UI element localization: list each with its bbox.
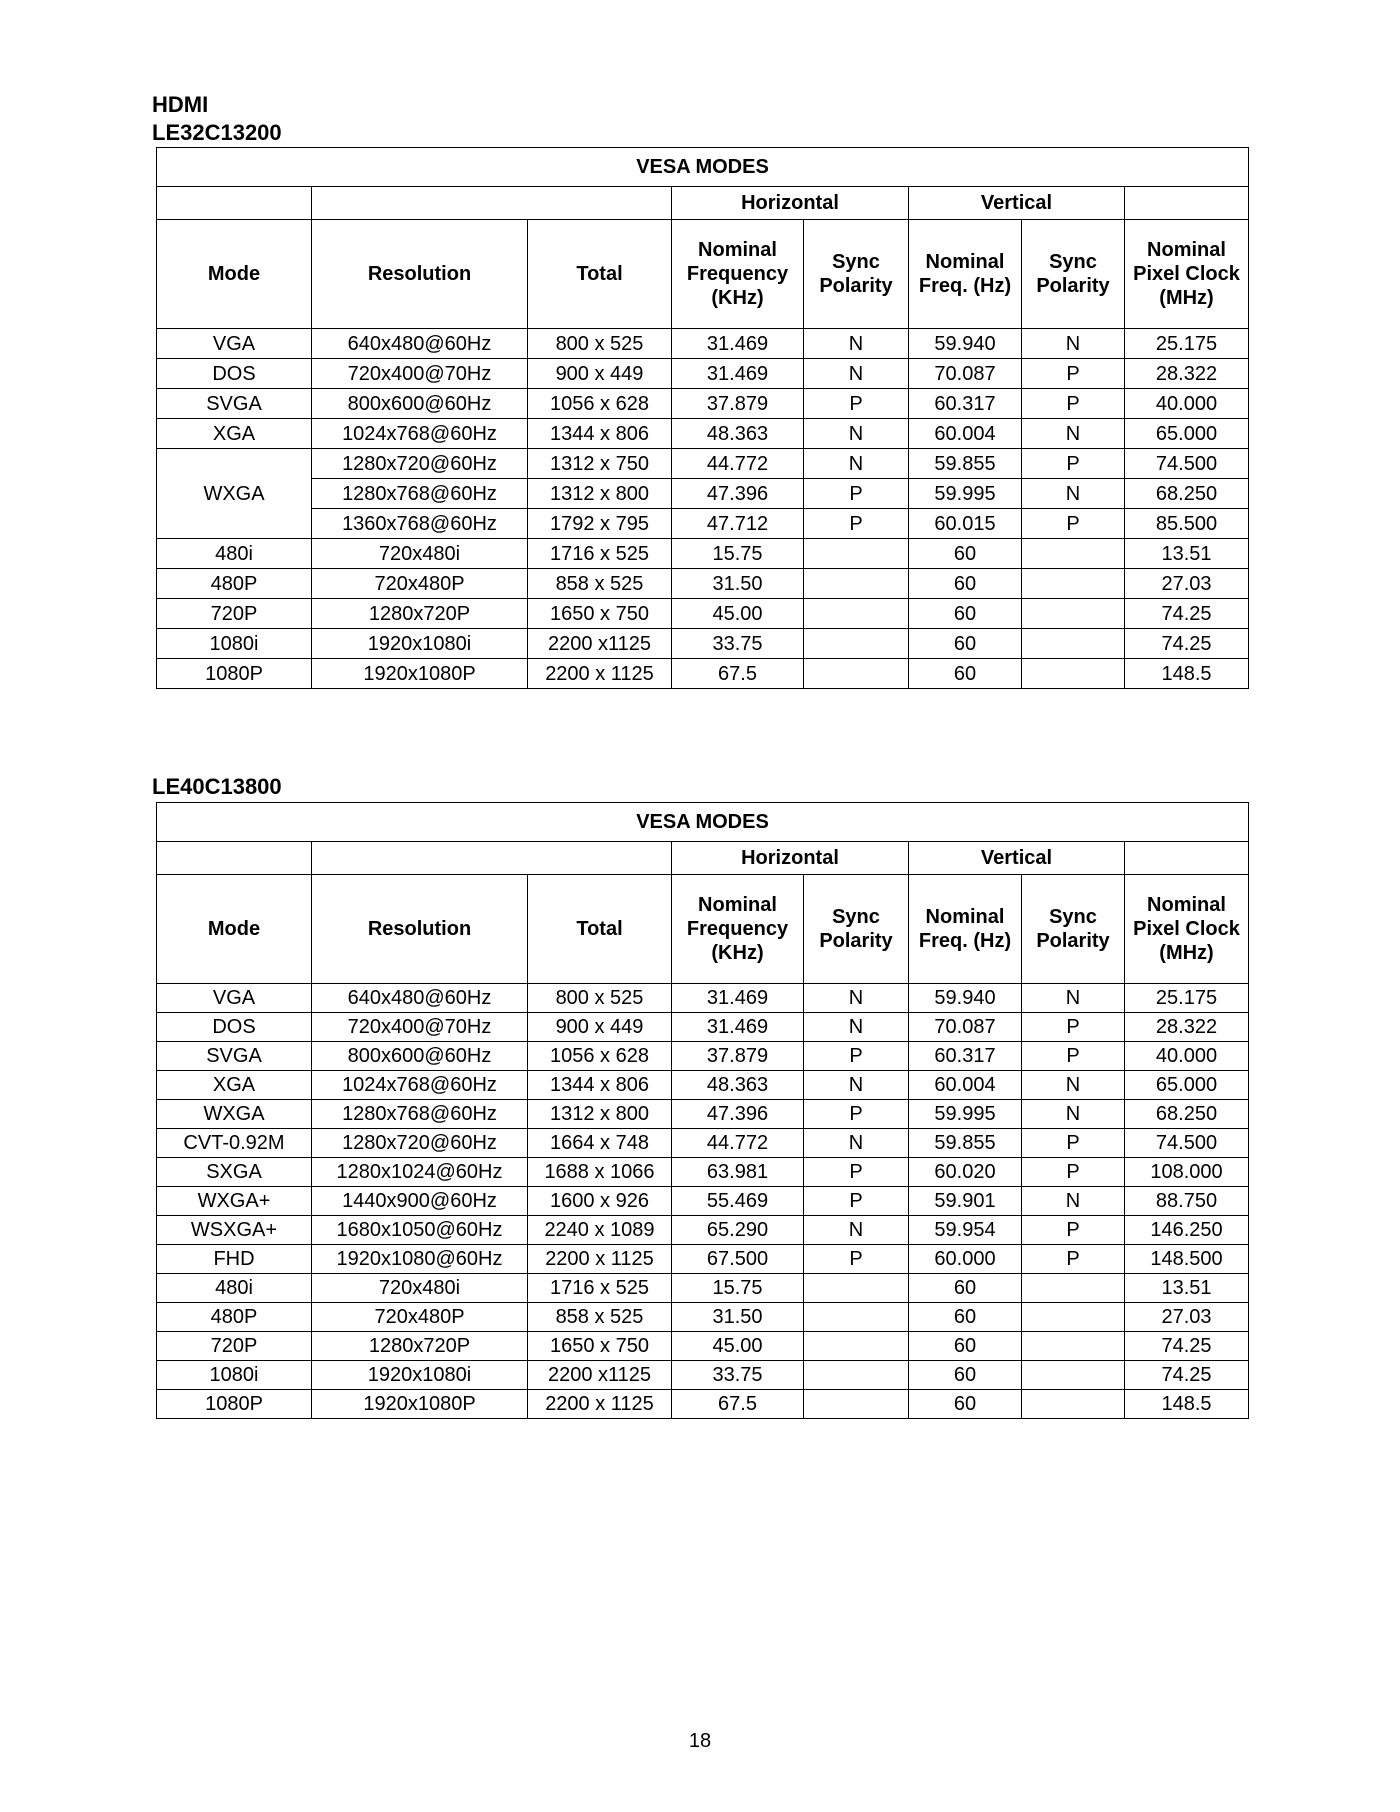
cell-pixel-clock: 40.000 <box>1125 389 1249 419</box>
cell-mode: FHD <box>157 1245 312 1274</box>
cell-v-frequency: 59.995 <box>909 479 1022 509</box>
cell-v-sync-polarity <box>1022 569 1125 599</box>
column-header-mode: Mode <box>157 875 312 984</box>
table-row <box>157 1013 1249 1042</box>
cell-v-sync-polarity: P <box>1022 1158 1125 1187</box>
cell-h-sync-polarity: N <box>804 359 909 389</box>
cell-total: 1716 x 525 <box>528 539 672 569</box>
table-row <box>157 419 1249 449</box>
cell-mode: DOS <box>157 359 312 389</box>
cell-h-sync-polarity: P <box>804 1042 909 1071</box>
cell-mode: WXGA <box>157 1100 312 1129</box>
cell-resolution: 1280x720@60Hz <box>312 449 528 479</box>
cell-v-frequency: 60.020 <box>909 1158 1022 1187</box>
cell-v-frequency: 60 <box>909 629 1022 659</box>
cell-pixel-clock: 25.175 <box>1125 984 1249 1013</box>
table-body <box>157 329 1249 689</box>
cell-v-frequency: 60 <box>909 599 1022 629</box>
group-header-vertical: Vertical <box>909 187 1125 220</box>
cell-pixel-clock: 25.175 <box>1125 329 1249 359</box>
cell-pixel-clock: 74.25 <box>1125 1361 1249 1390</box>
cell-h-sync-polarity <box>804 569 909 599</box>
cell-mode: VGA <box>157 984 312 1013</box>
cell-v-frequency: 60.000 <box>909 1245 1022 1274</box>
cell-mode: SVGA <box>157 389 312 419</box>
cell-h-frequency: 44.772 <box>672 449 804 479</box>
cell-h-frequency: 37.879 <box>672 389 804 419</box>
cell-total: 1650 x 750 <box>528 599 672 629</box>
table-row <box>157 539 1249 569</box>
cell-v-frequency: 59.940 <box>909 329 1022 359</box>
cell-h-frequency: 31.50 <box>672 1303 804 1332</box>
table-row <box>157 984 1249 1013</box>
cell-pixel-clock: 85.500 <box>1125 509 1249 539</box>
cell-v-frequency: 60 <box>909 1390 1022 1419</box>
model-heading-1: LE32C13200 <box>152 120 282 145</box>
cell-h-sync-polarity <box>804 1332 909 1361</box>
cell-mode: 720P <box>157 599 312 629</box>
cell-h-sync-polarity <box>804 1361 909 1390</box>
cell-pixel-clock: 74.25 <box>1125 629 1249 659</box>
cell-h-sync-polarity: P <box>804 1100 909 1129</box>
cell-total: 800 x 525 <box>528 984 672 1013</box>
cell-v-sync-polarity: N <box>1022 479 1125 509</box>
cell-pixel-clock: 108.000 <box>1125 1158 1249 1187</box>
cell-pixel-clock: 65.000 <box>1125 419 1249 449</box>
cell-v-frequency: 70.087 <box>909 359 1022 389</box>
table-row <box>157 479 1249 509</box>
cell-total: 1344 x 806 <box>528 1071 672 1100</box>
cell-h-sync-polarity: N <box>804 1071 909 1100</box>
table-row <box>157 449 1249 479</box>
cell-resolution: 1920x1080i <box>312 1361 528 1390</box>
group-header-empty <box>157 842 312 875</box>
cell-h-frequency: 33.75 <box>672 629 804 659</box>
column-header-pixel-clock: Nominal Pixel Clock (MHz) <box>1125 220 1249 329</box>
cell-pixel-clock: 68.250 <box>1125 479 1249 509</box>
cell-v-frequency: 60 <box>909 1303 1022 1332</box>
cell-total: 900 x 449 <box>528 359 672 389</box>
cell-mode: WSXGA+ <box>157 1216 312 1245</box>
cell-mode: XGA <box>157 419 312 449</box>
cell-pixel-clock: 28.322 <box>1125 1013 1249 1042</box>
table-row <box>157 329 1249 359</box>
cell-h-frequency: 48.363 <box>672 1071 804 1100</box>
cell-mode: 1080P <box>157 1390 312 1419</box>
table-row <box>157 389 1249 419</box>
cell-v-frequency: 59.901 <box>909 1187 1022 1216</box>
cell-total: 858 x 525 <box>528 1303 672 1332</box>
cell-h-sync-polarity: N <box>804 1013 909 1042</box>
cell-resolution: 720x480i <box>312 1274 528 1303</box>
cell-total: 1056 x 628 <box>528 389 672 419</box>
cell-pixel-clock: 28.322 <box>1125 359 1249 389</box>
cell-total: 1792 x 795 <box>528 509 672 539</box>
cell-v-frequency: 60 <box>909 1361 1022 1390</box>
cell-mode: 480i <box>157 1274 312 1303</box>
cell-resolution: 720x400@70Hz <box>312 359 528 389</box>
cell-resolution: 800x600@60Hz <box>312 1042 528 1071</box>
cell-h-frequency: 67.5 <box>672 1390 804 1419</box>
cell-h-frequency: 15.75 <box>672 539 804 569</box>
cell-resolution: 1280x1024@60Hz <box>312 1158 528 1187</box>
column-header-v-sync-polarity: Sync Polarity <box>1022 875 1125 984</box>
cell-h-frequency: 47.712 <box>672 509 804 539</box>
table-row <box>157 1042 1249 1071</box>
cell-h-sync-polarity: N <box>804 449 909 479</box>
table-title: VESA MODES <box>157 803 1249 842</box>
cell-resolution: 720x480i <box>312 539 528 569</box>
cell-v-sync-polarity <box>1022 1390 1125 1419</box>
cell-h-frequency: 31.469 <box>672 359 804 389</box>
cell-resolution: 640x480@60Hz <box>312 984 528 1013</box>
cell-v-sync-polarity <box>1022 1303 1125 1332</box>
cell-mode: WXGA <box>157 449 312 539</box>
cell-total: 2240 x 1089 <box>528 1216 672 1245</box>
cell-v-sync-polarity: P <box>1022 1129 1125 1158</box>
cell-h-sync-polarity <box>804 629 909 659</box>
cell-pixel-clock: 148.5 <box>1125 659 1249 689</box>
cell-resolution: 720x400@70Hz <box>312 1013 528 1042</box>
column-header-h-sync-polarity: Sync Polarity <box>804 875 909 984</box>
column-header-v-sync-polarity: Sync Polarity <box>1022 220 1125 329</box>
column-header-resolution: Resolution <box>312 220 528 329</box>
cell-v-sync-polarity: P <box>1022 389 1125 419</box>
column-header-total: Total <box>528 875 672 984</box>
group-header-horizontal: Horizontal <box>672 842 909 875</box>
column-header-total: Total <box>528 220 672 329</box>
cell-total: 900 x 449 <box>528 1013 672 1042</box>
cell-v-sync-polarity <box>1022 1361 1125 1390</box>
table-row <box>157 599 1249 629</box>
cell-mode: 480P <box>157 569 312 599</box>
cell-h-frequency: 37.879 <box>672 1042 804 1071</box>
table-row <box>157 1245 1249 1274</box>
cell-v-frequency: 60.317 <box>909 389 1022 419</box>
cell-h-sync-polarity <box>804 1390 909 1419</box>
cell-v-sync-polarity: N <box>1022 1100 1125 1129</box>
cell-v-sync-polarity: P <box>1022 449 1125 479</box>
cell-resolution: 640x480@60Hz <box>312 329 528 359</box>
table-row <box>157 1100 1249 1129</box>
cell-h-frequency: 63.981 <box>672 1158 804 1187</box>
cell-v-frequency: 60.004 <box>909 419 1022 449</box>
cell-v-sync-polarity: N <box>1022 419 1125 449</box>
group-header-vertical: Vertical <box>909 842 1125 875</box>
cell-pixel-clock: 146.250 <box>1125 1216 1249 1245</box>
cell-h-sync-polarity <box>804 1303 909 1332</box>
cell-v-frequency: 60 <box>909 659 1022 689</box>
cell-h-frequency: 55.469 <box>672 1187 804 1216</box>
cell-h-frequency: 47.396 <box>672 1100 804 1129</box>
cell-h-frequency: 31.469 <box>672 984 804 1013</box>
cell-h-sync-polarity: P <box>804 1245 909 1274</box>
cell-h-sync-polarity: N <box>804 419 909 449</box>
cell-h-frequency: 48.363 <box>672 419 804 449</box>
column-header-v-frequency: Nominal Freq. (Hz) <box>909 220 1022 329</box>
cell-mode: VGA <box>157 329 312 359</box>
cell-h-sync-polarity <box>804 539 909 569</box>
vesa-modes-table-1 <box>156 147 1249 689</box>
cell-h-sync-polarity: N <box>804 1129 909 1158</box>
cell-total: 1664 x 748 <box>528 1129 672 1158</box>
cell-v-sync-polarity: P <box>1022 1216 1125 1245</box>
table-row <box>157 1129 1249 1158</box>
cell-resolution: 1920x1080P <box>312 659 528 689</box>
model-heading-2: LE40C13800 <box>152 774 282 799</box>
cell-pixel-clock: 88.750 <box>1125 1187 1249 1216</box>
cell-v-sync-polarity <box>1022 659 1125 689</box>
cell-resolution: 720x480P <box>312 1303 528 1332</box>
table-row <box>157 1158 1249 1187</box>
cell-pixel-clock: 148.5 <box>1125 1390 1249 1419</box>
cell-total: 858 x 525 <box>528 569 672 599</box>
cell-v-frequency: 59.995 <box>909 1100 1022 1129</box>
table-row <box>157 1216 1249 1245</box>
cell-pixel-clock: 27.03 <box>1125 1303 1249 1332</box>
cell-total: 1716 x 525 <box>528 1274 672 1303</box>
table-row <box>157 359 1249 389</box>
cell-mode: 1080i <box>157 1361 312 1390</box>
cell-total: 1312 x 800 <box>528 1100 672 1129</box>
table-row <box>157 1332 1249 1361</box>
cell-mode: SXGA <box>157 1158 312 1187</box>
group-header-empty <box>312 187 672 220</box>
cell-total: 2200 x 1125 <box>528 1245 672 1274</box>
cell-mode: XGA <box>157 1071 312 1100</box>
cell-v-sync-polarity <box>1022 599 1125 629</box>
cell-mode: CVT-0.92M <box>157 1129 312 1158</box>
cell-total: 1312 x 800 <box>528 479 672 509</box>
cell-pixel-clock: 65.000 <box>1125 1071 1249 1100</box>
cell-h-frequency: 31.469 <box>672 1013 804 1042</box>
cell-resolution: 1920x1080@60Hz <box>312 1245 528 1274</box>
cell-h-frequency: 31.50 <box>672 569 804 599</box>
cell-h-frequency: 47.396 <box>672 479 804 509</box>
cell-h-frequency: 65.290 <box>672 1216 804 1245</box>
cell-h-frequency: 44.772 <box>672 1129 804 1158</box>
group-header-empty <box>312 842 672 875</box>
cell-resolution: 1440x900@60Hz <box>312 1187 528 1216</box>
group-header-horizontal: Horizontal <box>672 187 909 220</box>
cell-h-frequency: 45.00 <box>672 1332 804 1361</box>
cell-h-sync-polarity: P <box>804 509 909 539</box>
table-row <box>157 1071 1249 1100</box>
cell-pixel-clock: 27.03 <box>1125 569 1249 599</box>
column-header-v-frequency: Nominal Freq. (Hz) <box>909 875 1022 984</box>
cell-resolution: 1920x1080P <box>312 1390 528 1419</box>
cell-resolution: 1920x1080i <box>312 629 528 659</box>
cell-h-sync-polarity: P <box>804 389 909 419</box>
cell-h-frequency: 67.5 <box>672 659 804 689</box>
cell-v-frequency: 59.940 <box>909 984 1022 1013</box>
table-row <box>157 1390 1249 1419</box>
table-row <box>157 629 1249 659</box>
cell-h-sync-polarity <box>804 1274 909 1303</box>
table-title: VESA MODES <box>157 148 1249 187</box>
cell-total: 1650 x 750 <box>528 1332 672 1361</box>
vesa-modes-table-2 <box>156 802 1249 1419</box>
cell-total: 2200 x1125 <box>528 1361 672 1390</box>
cell-total: 1600 x 926 <box>528 1187 672 1216</box>
cell-v-frequency: 59.855 <box>909 1129 1022 1158</box>
cell-pixel-clock: 74.500 <box>1125 449 1249 479</box>
cell-v-sync-polarity <box>1022 539 1125 569</box>
cell-mode: 480i <box>157 539 312 569</box>
cell-mode: 720P <box>157 1332 312 1361</box>
group-header-empty <box>1125 842 1249 875</box>
cell-v-sync-polarity: P <box>1022 359 1125 389</box>
cell-resolution: 800x600@60Hz <box>312 389 528 419</box>
cell-mode: 1080P <box>157 659 312 689</box>
cell-v-frequency: 60 <box>909 1332 1022 1361</box>
cell-resolution: 1280x720P <box>312 599 528 629</box>
cell-resolution: 1024x768@60Hz <box>312 1071 528 1100</box>
cell-v-sync-polarity: P <box>1022 1042 1125 1071</box>
table-row <box>157 509 1249 539</box>
cell-h-frequency: 67.500 <box>672 1245 804 1274</box>
cell-v-frequency: 60.004 <box>909 1071 1022 1100</box>
table-row <box>157 1303 1249 1332</box>
cell-v-frequency: 60.015 <box>909 509 1022 539</box>
cell-pixel-clock: 13.51 <box>1125 1274 1249 1303</box>
cell-v-sync-polarity <box>1022 1274 1125 1303</box>
cell-h-sync-polarity: N <box>804 1216 909 1245</box>
cell-h-frequency: 31.469 <box>672 329 804 359</box>
page-number: 18 <box>688 1730 712 1752</box>
cell-h-frequency: 15.75 <box>672 1274 804 1303</box>
cell-resolution: 1680x1050@60Hz <box>312 1216 528 1245</box>
table-row <box>157 659 1249 689</box>
cell-total: 2200 x 1125 <box>528 659 672 689</box>
cell-total: 1688 x 1066 <box>528 1158 672 1187</box>
cell-mode: DOS <box>157 1013 312 1042</box>
cell-total: 1344 x 806 <box>528 419 672 449</box>
cell-v-frequency: 60 <box>909 1274 1022 1303</box>
cell-pixel-clock: 13.51 <box>1125 539 1249 569</box>
column-header-pixel-clock: Nominal Pixel Clock (MHz) <box>1125 875 1249 984</box>
group-header-empty <box>1125 187 1249 220</box>
column-header-mode: Mode <box>157 220 312 329</box>
cell-h-sync-polarity: N <box>804 984 909 1013</box>
cell-pixel-clock: 68.250 <box>1125 1100 1249 1129</box>
cell-resolution: 1280x720P <box>312 1332 528 1361</box>
cell-v-frequency: 59.954 <box>909 1216 1022 1245</box>
cell-resolution: 1280x768@60Hz <box>312 479 528 509</box>
cell-h-sync-polarity: P <box>804 479 909 509</box>
cell-v-frequency: 59.855 <box>909 449 1022 479</box>
cell-mode: 1080i <box>157 629 312 659</box>
section-heading: HDMI <box>152 92 209 117</box>
cell-pixel-clock: 148.500 <box>1125 1245 1249 1274</box>
table-row <box>157 1187 1249 1216</box>
cell-v-sync-polarity: P <box>1022 1013 1125 1042</box>
cell-mode: WXGA+ <box>157 1187 312 1216</box>
cell-v-sync-polarity: P <box>1022 509 1125 539</box>
cell-v-frequency: 70.087 <box>909 1013 1022 1042</box>
cell-total: 1056 x 628 <box>528 1042 672 1071</box>
cell-pixel-clock: 40.000 <box>1125 1042 1249 1071</box>
cell-h-frequency: 45.00 <box>672 599 804 629</box>
cell-pixel-clock: 74.25 <box>1125 1332 1249 1361</box>
cell-v-frequency: 60.317 <box>909 1042 1022 1071</box>
cell-v-sync-polarity <box>1022 1332 1125 1361</box>
cell-v-sync-polarity: N <box>1022 1071 1125 1100</box>
cell-v-sync-polarity: N <box>1022 329 1125 359</box>
column-header-h-sync-polarity: Sync Polarity <box>804 220 909 329</box>
cell-v-sync-polarity: N <box>1022 1187 1125 1216</box>
cell-resolution: 1024x768@60Hz <box>312 419 528 449</box>
cell-h-sync-polarity: P <box>804 1187 909 1216</box>
table-body <box>157 984 1249 1419</box>
cell-total: 800 x 525 <box>528 329 672 359</box>
cell-h-sync-polarity: P <box>804 1158 909 1187</box>
cell-h-sync-polarity <box>804 599 909 629</box>
cell-v-frequency: 60 <box>909 539 1022 569</box>
group-header-empty <box>157 187 312 220</box>
cell-v-frequency: 60 <box>909 569 1022 599</box>
column-header-h-frequency: Nominal Frequency (KHz) <box>672 220 804 329</box>
cell-v-sync-polarity <box>1022 629 1125 659</box>
cell-h-sync-polarity <box>804 659 909 689</box>
cell-pixel-clock: 74.25 <box>1125 599 1249 629</box>
cell-resolution: 1360x768@60Hz <box>312 509 528 539</box>
cell-resolution: 1280x720@60Hz <box>312 1129 528 1158</box>
column-header-resolution: Resolution <box>312 875 528 984</box>
cell-resolution: 720x480P <box>312 569 528 599</box>
table-row <box>157 1361 1249 1390</box>
cell-h-sync-polarity: N <box>804 329 909 359</box>
table-row <box>157 1274 1249 1303</box>
cell-pixel-clock: 74.500 <box>1125 1129 1249 1158</box>
cell-mode: 480P <box>157 1303 312 1332</box>
cell-v-sync-polarity: N <box>1022 984 1125 1013</box>
cell-total: 2200 x1125 <box>528 629 672 659</box>
cell-total: 1312 x 750 <box>528 449 672 479</box>
cell-v-sync-polarity: P <box>1022 1245 1125 1274</box>
cell-mode: SVGA <box>157 1042 312 1071</box>
column-header-h-frequency: Nominal Frequency (KHz) <box>672 875 804 984</box>
cell-h-frequency: 33.75 <box>672 1361 804 1390</box>
cell-resolution: 1280x768@60Hz <box>312 1100 528 1129</box>
cell-total: 2200 x 1125 <box>528 1390 672 1419</box>
table-row <box>157 569 1249 599</box>
